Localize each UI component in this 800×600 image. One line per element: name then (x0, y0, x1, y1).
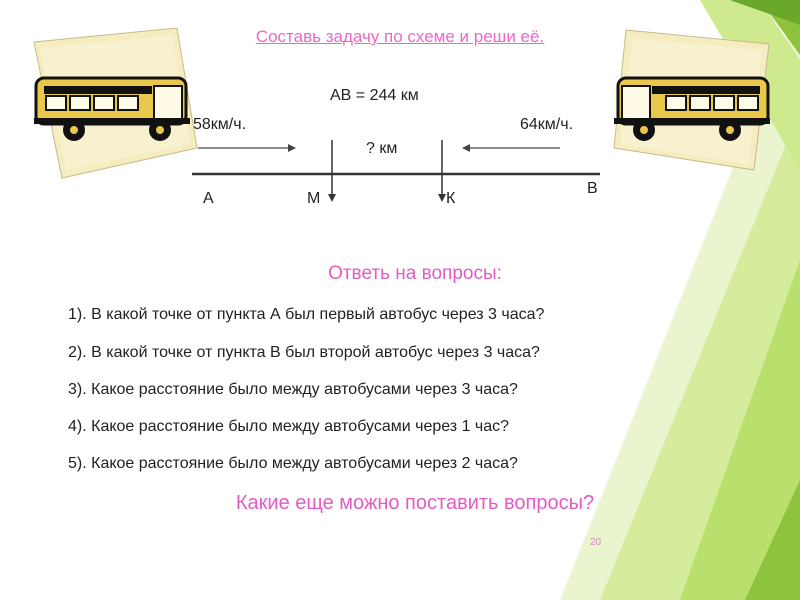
arrow-down-icon (438, 140, 446, 202)
point-m-label: М (307, 190, 321, 207)
more-questions-prompt: Какие еще можно поставить вопросы? (235, 492, 595, 514)
arrow-down-icon (328, 140, 336, 202)
point-a-label: А (203, 190, 214, 207)
question-item: 4). Какое расстояние было между автобусами через 1 час? (68, 418, 510, 435)
point-b-label: В (587, 180, 598, 197)
question-item: 1). В какой точке от пункта А был первый автобус через 3 часа? (68, 306, 545, 323)
questions-heading: Ответь на вопросы: (328, 263, 502, 284)
unknown-distance-label: ? км (366, 140, 398, 157)
speed-right-label: 64км/ч. (520, 116, 574, 133)
arrow-left-icon (462, 144, 560, 152)
speed-left-label: 58км/ч. (193, 116, 247, 133)
arrow-right-icon (198, 144, 296, 152)
slide-number: 20 (590, 537, 602, 548)
distance-label: АВ = 244 км (330, 87, 419, 104)
question-item: 3). Какое расстояние было между автобусами через 3 часа? (68, 381, 518, 398)
question-item: 5). Какое расстояние было между автобусами через 2 часа? (68, 455, 518, 472)
question-item: 2). В какой точке от пункта В был второй автобус через 3 часа? (68, 344, 540, 361)
point-k-label: К (446, 190, 456, 207)
slide-title: Составь задачу по схеме и реши её. (255, 27, 545, 46)
